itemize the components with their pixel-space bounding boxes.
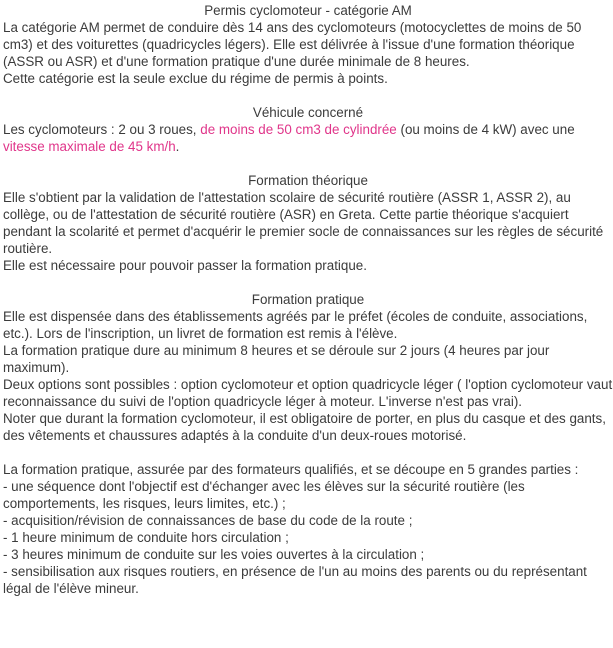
- vehicule-paragraph: [3, 121, 613, 155]
- section-gap: [3, 155, 613, 172]
- section-heading-vehicule: Véhicule concerné: [252, 105, 364, 120]
- section-gap: [3, 274, 613, 291]
- section-heading-pratique: Formation pratique: [251, 292, 365, 307]
- list-item: - sensibilisation aux risques routiers, en présence de l'un au moins des parents ou du représentant légal de l'élève mineur.: [3, 564, 587, 596]
- list-item: - 1 heure minimum de conduite hors circulation ;: [3, 530, 289, 545]
- vehicule-text-1: Les cyclomoteurs : 2 ou 3 roues,: [3, 122, 201, 137]
- intro-paragraph-2: Cette catégorie est la seule exclue du régime de permis à points.: [3, 71, 388, 86]
- pratique-parts-intro: La formation pratique, assurée par des formateurs qualifiés, et se découpe en 5 grandes parties :: [3, 462, 579, 477]
- section-gap: [3, 444, 613, 461]
- list-item: - acquisition/révision de connaissances de base du code de la route ;: [3, 513, 413, 528]
- intro-paragraph-1: La catégorie AM permet de conduire dès 14 ans des cyclomoteurs (motocyclettes de moins de 50 cm3) et des voiturettes (quadricycles légers). Elle est délivrée à l'issue d'une formation théorique (ASSR ou ASR) et d'une formation pratique d'une durée minimale de 8 heures.: [3, 20, 582, 69]
- list-item: - une séquence dont l'objectif est d'échanger avec les élèves sur la sécurité routière (les comportements, les risques, leurs limites, etc.) ;: [3, 479, 525, 511]
- vehicule-text-3: .: [175, 139, 180, 154]
- theorique-paragraph-1: Elle s'obtient par la validation de l'attestation scolaire de sécurité routière (ASSR 1, ASSR 2), au collège, ou de l'attestation de sécurité routière (ASR) en Greta. Cette partie théorique s'acquiert pendant la scolarité et permet d'acquérir le premier socle de connaissances sur les règles de sécurité routière.: [3, 190, 604, 256]
- pratique-paragraph-3: Deux options sont possibles : option cyclomoteur et option quadricycle léger ( l'option cyclomoteur vaut reconnaissance du suivi de l'option quadricycle léger à moteur. L'inverse n'est pas vrai).: [3, 377, 613, 409]
- pratique-paragraph-4: Noter que durant la formation cyclomoteur, il est obligatoire de porter, en plus du casque et des gants, des vêtements et chaussures adaptés à la conduite d'un deux-roues motorisé.: [3, 411, 606, 443]
- pratique-paragraph-2: La formation pratique dure au minimum 8 heures et se déroule sur 2 jours (4 heures par jour maximum).: [3, 343, 550, 375]
- section-heading-theorique: Formation théorique: [248, 173, 368, 188]
- highlight-cylindree: de moins de 50 cm3 de cylindrée: [200, 122, 397, 137]
- theorique-paragraph-2: Elle est nécessaire pour pouvoir passer la formation pratique.: [3, 258, 367, 273]
- page-title: Permis cyclomoteur - catégorie AM: [204, 3, 412, 18]
- highlight-vitesse: vitesse maximale de 45 km/h: [3, 139, 176, 154]
- section-gap: [3, 87, 613, 104]
- list-item: - 3 heures minimum de conduite sur les voies ouvertes à la circulation ;: [3, 547, 425, 562]
- pratique-paragraph-1: Elle est dispensée dans des établissements agréés par le préfet (écoles de conduite, associations, etc.). Lors de l'inscription, un livret de formation est remis à l'élève.: [3, 309, 588, 341]
- vehicule-text-2: (ou moins de 4 kW) avec une: [396, 122, 575, 137]
